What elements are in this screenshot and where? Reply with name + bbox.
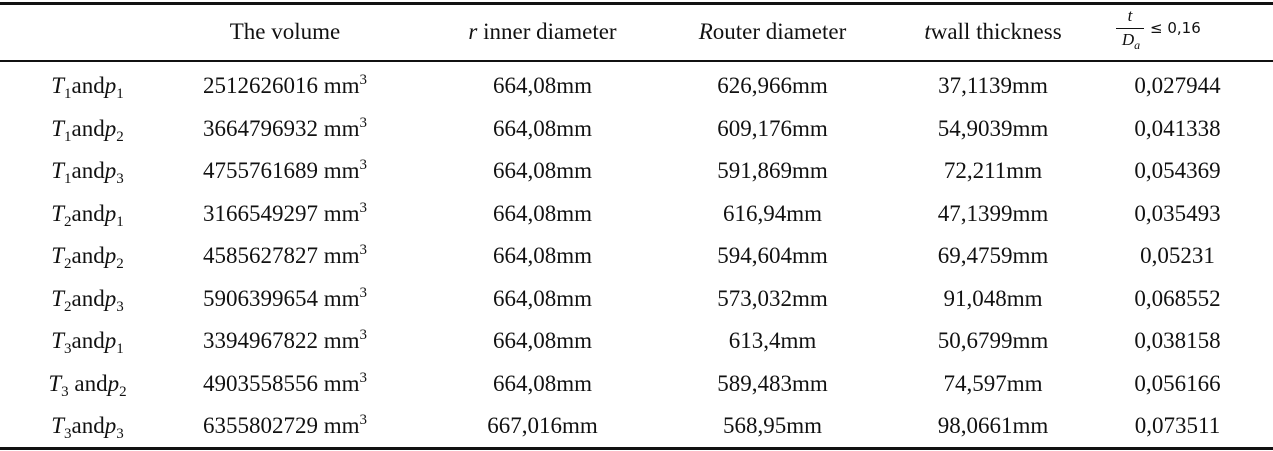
row-label: $T_1andp_3$	[51, 158, 124, 187]
cell-inner: 664,08mm	[492, 243, 593, 268]
cell-outer: 609,176mm	[717, 115, 828, 141]
cell-inner: 664,08mm	[492, 370, 593, 396]
cell-volume: 2512626016 $mm^3$	[202, 72, 368, 98]
table-top-rule	[0, 2, 1273, 5]
cell-volume: 3664796932 $mm^3$	[202, 114, 368, 141]
row-label: $T_1andp_1$	[51, 73, 124, 102]
row-label: $T_2andp_1$	[51, 200, 124, 230]
cell-volume: 5906399654 $mm^3$	[202, 284, 368, 311]
cell-wall: 91,048mm	[943, 285, 1043, 311]
row-label: $T_3andp_1$	[51, 328, 124, 357]
cell-wall: 69,4759mm	[937, 243, 1049, 268]
cell-wall: 47,1399mm	[937, 200, 1049, 226]
header-outer-diameter: Router diameter	[698, 19, 847, 44]
cell-ratio: 0,038158	[1134, 328, 1221, 353]
cell-ratio: 0,056166	[1134, 370, 1221, 396]
cell-volume: 6355802729 $mm^3$	[202, 412, 368, 438]
cell-ratio: 0,073511	[1134, 413, 1221, 438]
cell-inner: 664,08mm	[492, 200, 593, 226]
cell-wall: 98,0661mm	[937, 413, 1049, 438]
cell-wall: 37,1139mm	[938, 73, 1048, 98]
cell-inner: 667,016mm	[487, 413, 598, 438]
header-volume: The volume	[229, 19, 341, 44]
cell-wall: 50,6799mm	[937, 328, 1049, 353]
cell-outer: 626,966mm	[717, 73, 828, 98]
cell-volume: 4755761689 $mm^3$	[202, 157, 368, 183]
cell-outer: 594,604mm	[717, 243, 828, 268]
cell-outer: 568,95mm	[722, 413, 823, 438]
ratio-limit: ≤ 0,16	[1150, 19, 1201, 37]
cell-inner: 664,08mm	[492, 158, 593, 183]
cell-outer: 573,032mm	[717, 285, 828, 311]
cell-outer: 616,94mm	[722, 200, 823, 226]
row-label: $T_2andp_3$	[51, 285, 124, 315]
table-bottom-rule	[0, 447, 1273, 450]
cell-volume: 3394967822 $mm^3$	[202, 327, 368, 353]
cell-inner: 664,08mm	[492, 328, 593, 353]
cell-volume: 3166549297 $mm^3$	[202, 199, 368, 226]
cell-ratio: 0,054369	[1134, 158, 1221, 183]
cell-inner: 664,08mm	[492, 73, 593, 98]
cell-outer: 613,4mm	[728, 328, 817, 353]
row-label: $T_2andp_2$	[51, 243, 124, 272]
row-label: $T_3andp_3$	[51, 413, 124, 442]
cell-volume: 4585627827 $mm^3$	[202, 242, 368, 268]
cell-wall: 72,211mm	[943, 158, 1043, 183]
cell-ratio: 0,068552	[1134, 285, 1221, 311]
header-ratio-formula	[1108, 6, 1238, 60]
ratio-denominator: $D_a$	[1121, 30, 1141, 52]
header-wall-thickness: twall thickness	[924, 19, 1062, 44]
cell-volume: 4903558556 $mm^3$	[202, 369, 368, 396]
cell-wall: 54,9039mm	[937, 115, 1049, 141]
ratio-numerator: t	[1127, 6, 1133, 25]
cell-ratio: 0,041338	[1134, 115, 1221, 141]
cell-inner: 664,08mm	[492, 115, 593, 141]
header-inner-diameter: r inner diameter	[468, 19, 617, 44]
cell-wall: 74,597mm	[943, 370, 1043, 396]
cell-outer: 589,483mm	[717, 370, 828, 396]
cell-ratio: 0,05231	[1140, 243, 1215, 268]
row-label: $T_3$ andp$_2$	[48, 370, 127, 400]
cell-inner: 664,08mm	[492, 285, 593, 311]
cell-outer: 591,869mm	[717, 158, 828, 183]
row-label: $T_1andp_2$	[51, 115, 124, 145]
cell-ratio: 0,035493	[1134, 200, 1221, 226]
table-header-rule	[0, 60, 1273, 62]
cell-ratio: 0,027944	[1134, 73, 1221, 98]
